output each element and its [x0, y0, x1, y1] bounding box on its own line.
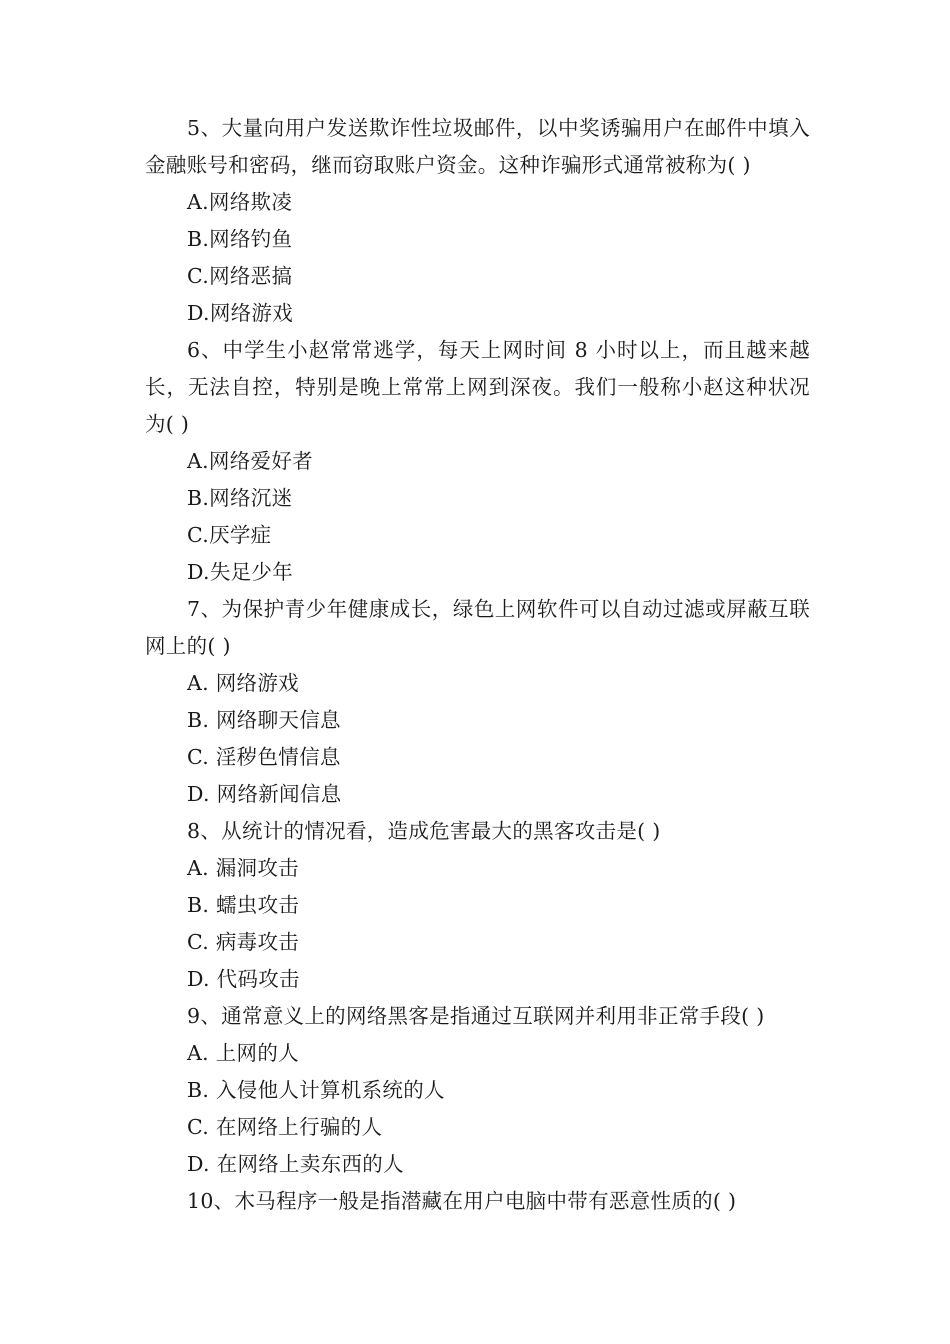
- question-9-stem: 9、通常意义上的网络黑客是指通过互联网并利用非正常手段( ): [187, 1004, 765, 1028]
- question-7-option-d: D. 网络新闻信息: [187, 782, 342, 806]
- question-6-option-a: A.网络爱好者: [187, 449, 313, 473]
- question-8-option-b: B. 蠕虫攻击: [187, 893, 300, 917]
- question-8-stem: 8、从统计的情况看，造成危害最大的黑客攻击是( ): [187, 819, 661, 843]
- question-6-option-b: B.网络沉迷: [187, 486, 293, 510]
- question-5-option-c: C.网络恶搞: [187, 264, 293, 288]
- question-6-option-c: C.厌学症: [187, 523, 272, 547]
- question-9-option-b: B. 入侵他人计算机系统的人: [187, 1078, 445, 1102]
- question-5-option-d: D.网络游戏: [187, 301, 294, 325]
- question-6-stem: 6、中学生小赵常常逃学，每天上网时间 8 小时以上，而且越来越长，无法自控，特别是晚上常常上网到深夜。我们一般称小赵这种状况为( ): [145, 338, 810, 436]
- question-5-stem: 5、大量向用户发送欺诈性垃圾邮件，以中奖诱骗用户在邮件中填入金融账号和密码，继而窃取账户资金。这种诈骗形式通常被称为( ): [145, 116, 810, 177]
- question-9-option-a: A. 上网的人: [187, 1041, 299, 1065]
- question-7-option-b: B. 网络聊天信息: [187, 708, 341, 732]
- question-8-option-a: A. 漏洞攻击: [187, 856, 299, 880]
- question-5-option-a: A.网络欺凌: [187, 190, 293, 214]
- question-7-option-c: C. 淫秽色情信息: [187, 745, 341, 769]
- question-6-option-d: D.失足少年: [187, 560, 294, 584]
- question-7-option-a: A. 网络游戏: [187, 671, 299, 695]
- question-8-option-c: C. 病毒攻击: [187, 930, 300, 954]
- question-10-stem: 10、木马程序一般是指潜藏在用户电脑中带有恶意性质的( ): [187, 1189, 737, 1213]
- question-9-option-d: D. 在网络上卖东西的人: [187, 1152, 404, 1176]
- question-8-option-d: D. 代码攻击: [187, 967, 300, 991]
- question-9-option-c: C. 在网络上行骗的人: [187, 1115, 383, 1139]
- question-5-option-b: B.网络钓鱼: [187, 227, 293, 251]
- question-7-stem: 7、为保护青少年健康成长，绿色上网软件可以自动过滤或屏蔽互联网上的( ): [145, 597, 810, 658]
